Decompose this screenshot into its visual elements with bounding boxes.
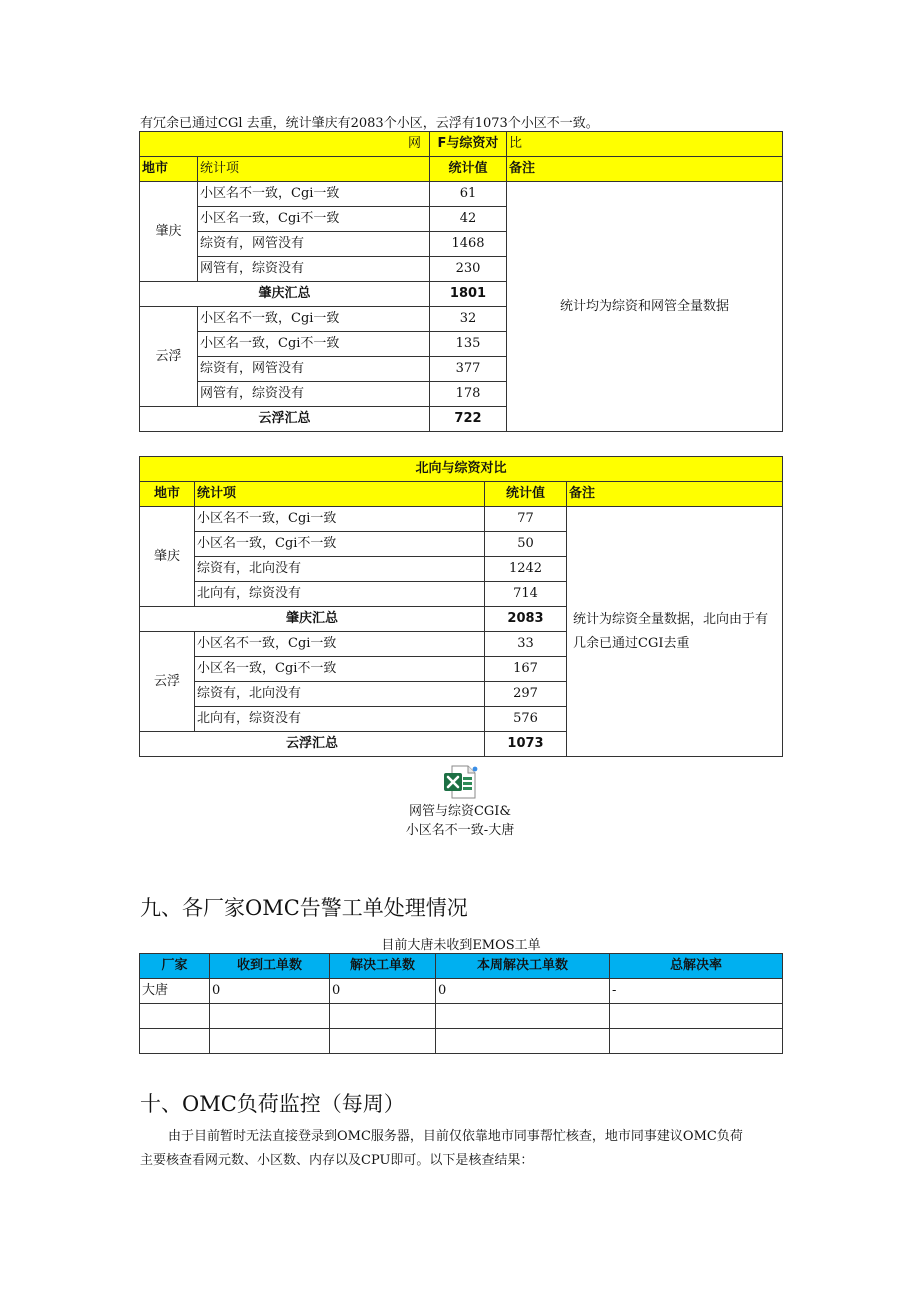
table-cell: - <box>610 979 783 1004</box>
table2-header-item: 统计项 <box>195 482 485 507</box>
table-cell-item: 网管有，综资没有 <box>198 382 430 407</box>
table1-title-part3: 比 <box>507 132 783 157</box>
table-cell <box>330 1029 436 1054</box>
table-cell-value: 50 <box>485 532 567 557</box>
table3-header-received: 收到工单数 <box>210 954 330 979</box>
table1-total-label-yunfu: 云浮汇总 <box>140 407 430 432</box>
table-cell-item: 北向有，综资没有 <box>195 582 485 607</box>
table2-city-zhaoqing: 肇庆 <box>140 507 195 607</box>
table1-header-note: 备注 <box>507 157 783 182</box>
table2-total-value-yunfu: 1073 <box>485 732 567 757</box>
table2-note: 统计为综资全量数据，北向由于有几余已通过CGI去重 <box>567 507 783 757</box>
table1-total-value-yunfu: 722 <box>430 407 507 432</box>
table-cell-item: 综资有，网管没有 <box>198 232 430 257</box>
section9-heading: 九、各厂家OMC告警工单处理情况 <box>140 896 468 920</box>
table1-header-city: 地市 <box>140 157 198 182</box>
section10-paragraph <box>140 1125 782 1173</box>
table-cell-value: 32 <box>430 307 507 332</box>
excel-file-icon[interactable] <box>442 764 478 800</box>
table1-city-yunfu: 云浮 <box>140 307 198 407</box>
table2-header-note: 备注 <box>567 482 783 507</box>
attachment-label-line1: 网管与综资CGI& <box>408 804 512 819</box>
table1-title-part2: F与综资对 <box>430 132 507 157</box>
table-cell-item: 网管有，综资没有 <box>198 257 430 282</box>
table2-total-label-zhaoqing: 肇庆汇总 <box>140 607 485 632</box>
table1-city-zhaoqing: 肇庆 <box>140 182 198 282</box>
section9-caption: 目前大唐未收到EMOS工单 <box>381 938 541 953</box>
table1-header-item: 统计项 <box>198 157 430 182</box>
table-cell-item: 综资有，北向没有 <box>195 682 485 707</box>
table-cell-item: 小区名不一致，Cgi一致 <box>198 182 430 207</box>
intro-line: 有冗余已通过CGl 去重，统计肇庆有2083个小区，云浮有1073个小区不一致。 <box>140 116 599 131</box>
attachment-label[interactable] <box>380 802 540 840</box>
table-row <box>140 979 783 1004</box>
table-cell: 0 <box>436 979 610 1004</box>
table-cell: 0 <box>330 979 436 1004</box>
table2-header-city: 地市 <box>140 482 195 507</box>
table1-header-value: 统计值 <box>430 157 507 182</box>
table-cell <box>210 1029 330 1054</box>
table-row <box>140 1004 783 1029</box>
table-cell-item: 小区名一致，Cgi不一致 <box>195 532 485 557</box>
table-omc-alarm-tickets <box>139 953 783 1054</box>
table-cell-item: 小区名不一致，Cgi一致 <box>195 507 485 532</box>
table-cell: 大唐 <box>140 979 210 1004</box>
table-cell-value: 178 <box>430 382 507 407</box>
table-cell-value: 230 <box>430 257 507 282</box>
table-cell-item: 小区名不一致，Cgi一致 <box>198 307 430 332</box>
table-cell-value: 33 <box>485 632 567 657</box>
section10-paragraph-line2: 主要核查看网元数、小区数、内存以及CPU即可。以下是核查结果： <box>140 1153 534 1168</box>
table-cell <box>210 1004 330 1029</box>
table-row <box>140 1029 783 1054</box>
table1-title-part1: 网 <box>198 132 430 157</box>
table-cell-value: 135 <box>430 332 507 357</box>
table-cell-value: 1468 <box>430 232 507 257</box>
section10-paragraph-line1: 由于目前暂时无法直接登录到OMC服务器，目前仅依靠地市同事帮忙核查，地市同事建议OMC负荷 <box>168 1129 743 1144</box>
table-cell <box>610 1029 783 1054</box>
table2-total-value-zhaoqing: 2083 <box>485 607 567 632</box>
table1-total-value-zhaoqing: 1801 <box>430 282 507 307</box>
table1-total-label-zhaoqing: 肇庆汇总 <box>140 282 430 307</box>
table-nms-vs-inventory <box>139 131 783 432</box>
table-cell <box>330 1004 436 1029</box>
table-cell-value: 576 <box>485 707 567 732</box>
table-cell-value: 714 <box>485 582 567 607</box>
table-cell-item: 北向有，综资没有 <box>195 707 485 732</box>
table3-header-week-resolved: 本周解决工单数 <box>436 954 610 979</box>
table2-header-value: 统计值 <box>485 482 567 507</box>
table3-header-vendor: 厂家 <box>140 954 210 979</box>
table2-city-yunfu: 云浮 <box>140 632 195 732</box>
table-cell-item: 小区名一致，Cgi不一致 <box>198 207 430 232</box>
attachment-label-line2: 小区名不一致-大唐 <box>405 823 515 838</box>
table-northbound-vs-inventory <box>139 456 783 757</box>
table-cell-value: 377 <box>430 357 507 382</box>
table1-note: 统计均为综资和网管全量数据 <box>507 182 783 432</box>
table-cell-value: 42 <box>430 207 507 232</box>
table-cell-value: 297 <box>485 682 567 707</box>
table-cell <box>436 1029 610 1054</box>
table-cell-value: 1242 <box>485 557 567 582</box>
table-cell-item: 小区名一致，Cgi不一致 <box>198 332 430 357</box>
table-cell-value: 77 <box>485 507 567 532</box>
table3-header-resolved: 解决工单数 <box>330 954 436 979</box>
table-cell-item: 综资有，北向没有 <box>195 557 485 582</box>
table-cell-item: 综资有，网管没有 <box>198 357 430 382</box>
table2-title: 北向与综资对比 <box>140 457 783 482</box>
table-cell <box>436 1004 610 1029</box>
section10-heading: 十、OMC负荷监控（每周） <box>140 1092 405 1116</box>
table-cell <box>140 1029 210 1054</box>
table-cell <box>610 1004 783 1029</box>
table-cell-value: 61 <box>430 182 507 207</box>
table3-header-rate: 总解决率 <box>610 954 783 979</box>
table-cell-item: 小区名不一致，Cgi一致 <box>195 632 485 657</box>
table-cell <box>140 1004 210 1029</box>
table2-total-label-yunfu: 云浮汇总 <box>140 732 485 757</box>
table-cell-item: 小区名一致，Cgi不一致 <box>195 657 485 682</box>
table-cell: 0 <box>210 979 330 1004</box>
table-cell-value: 167 <box>485 657 567 682</box>
